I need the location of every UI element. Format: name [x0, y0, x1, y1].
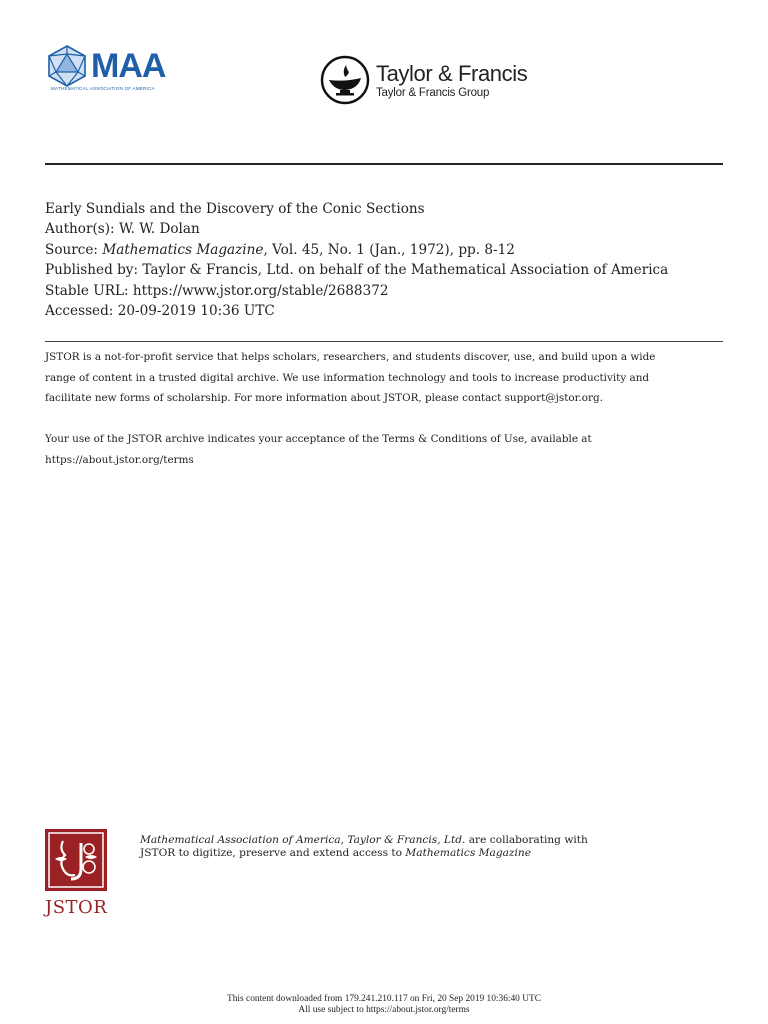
lamp-icon — [320, 55, 370, 105]
terms-notice: All use subject to https://about.jstor.org/terms — [298, 1005, 470, 1015]
notice-line: facilitate new forms of scholarship. For more information about JSTOR, please contact support@jstor.org. — [45, 392, 603, 404]
article-publisher: Published by: Taylor & Francis, Ltd. on behalf of the Mathematical Association of America — [45, 262, 669, 278]
author-name: W. W. Dolan — [118, 221, 200, 237]
terms-line: Your use of the JSTOR archive indicates your acceptance of the Terms & Conditions of Use, available at — [45, 433, 592, 445]
taylor-francis-group: Taylor & Francis Group — [376, 87, 490, 99]
source-details: , Vol. 45, No. 1 (Jan., 1972), pp. 8-12 — [263, 242, 515, 258]
terms-link[interactable]: https://about.jstor.org/terms — [45, 454, 194, 466]
divider-top — [45, 163, 723, 165]
stable-url-label: Stable URL: — [45, 283, 133, 299]
article-title: Early Sundials and the Discovery of the Conic Sections — [45, 201, 425, 217]
taylor-francis-logo — [320, 55, 540, 107]
divider-middle — [45, 341, 723, 342]
notice-line: range of content in a trusted digital archive. We use information technology and tools to increase productivity and — [45, 372, 650, 384]
stable-url-link[interactable]: https://www.jstor.org/stable/2688372 — [132, 283, 389, 299]
icosahedron-icon — [45, 44, 89, 88]
collaboration-text: JSTOR to digitize, preserve and extend access to — [140, 847, 406, 859]
collaboration-line — [140, 846, 531, 860]
author-label: Author(s): — [45, 221, 119, 237]
maa-wordmark: MAA — [91, 47, 166, 85]
taylor-francis-name: Taylor & Francis — [376, 61, 528, 86]
source-label: Source: — [45, 242, 103, 258]
article-author — [45, 219, 200, 239]
collaboration-text: are collaborating with — [465, 834, 588, 846]
jstor-logo — [45, 829, 107, 921]
jstor-emblem-icon — [45, 829, 107, 891]
article-source — [45, 240, 515, 260]
source-journal: Mathematics Magazine — [102, 242, 264, 258]
collaboration-journal: Mathematics Magazine — [405, 847, 531, 859]
notice-line: JSTOR is a not-for-profit service that helps scholars, researchers, and students discover, use, and build upon a wide — [45, 351, 656, 363]
stable-url — [45, 281, 389, 301]
maa-logo — [45, 44, 166, 96]
jstor-wordmark: JSTOR — [45, 897, 108, 918]
collaboration-line — [140, 833, 588, 847]
accessed-date: Accessed: 20-09-2019 10:36 UTC — [45, 303, 275, 319]
download-notice: This content downloaded from 179.241.210.117 on Fri, 20 Sep 2019 10:36:40 UTC — [227, 994, 541, 1004]
maa-subtitle: MATHEMATICAL ASSOCIATION OF AMERICA — [51, 86, 155, 91]
collaboration-partners: Mathematical Association of America, Taylor & Francis, Ltd. — [140, 834, 466, 846]
